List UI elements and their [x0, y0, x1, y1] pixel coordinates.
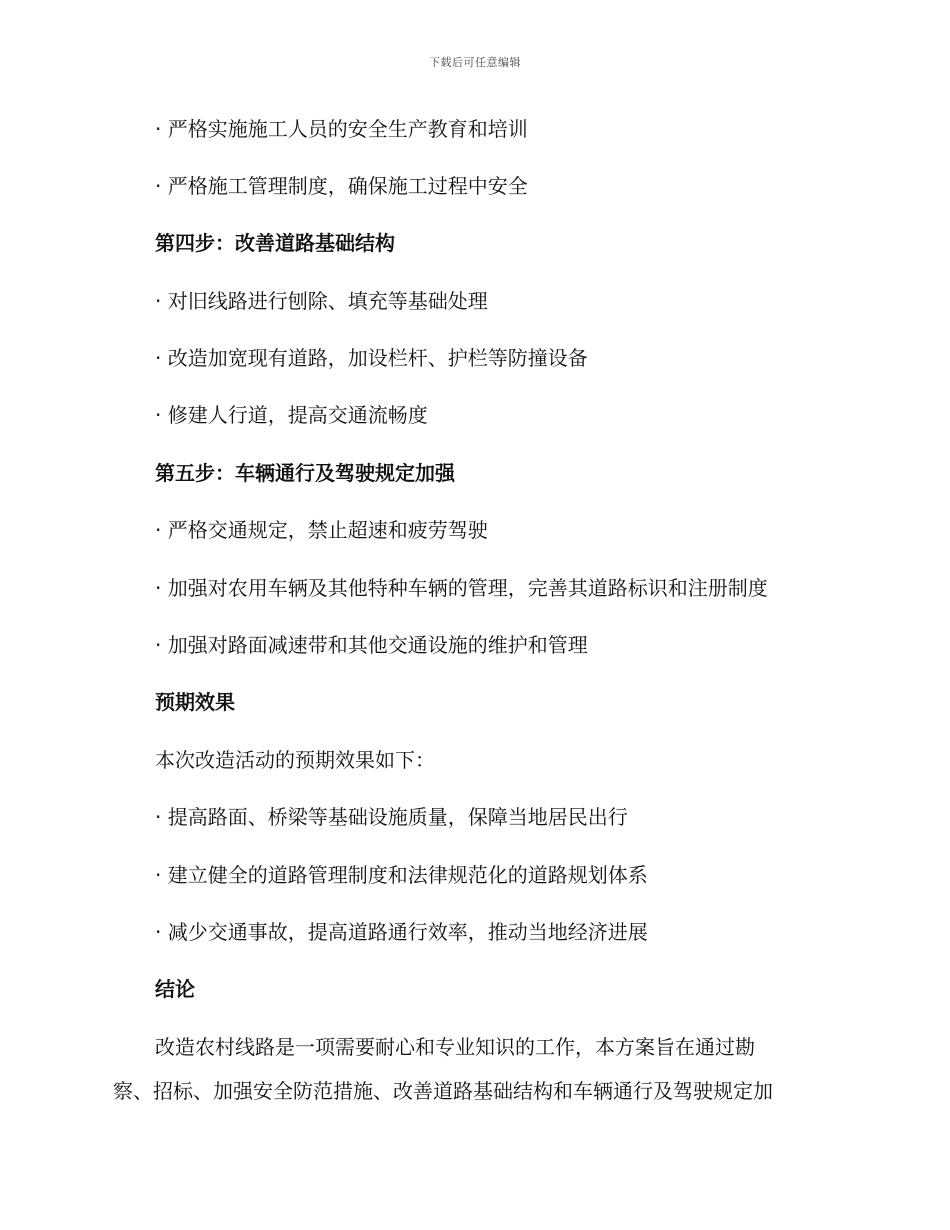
bullet-road-widening: · 改造加宽现有道路，加设栏杆、护栏等防撞设备	[155, 346, 588, 370]
bullet-construction-management: · 严格施工管理制度，确保施工过程中安全	[155, 174, 528, 198]
section-heading-conclusion: 结论	[155, 977, 195, 1001]
conclusion-paragraph-line-1: 改造农村线路是一项需要耐心和专业知识的工作，本方案旨在通过勘	[155, 1035, 755, 1059]
section-heading-step4: 第四步：改善道路基础结构	[155, 231, 395, 255]
bullet-reduce-accidents: · 减少交通事故，提高道路通行效率，推动当地经济进展	[155, 920, 648, 944]
conclusion-paragraph-line-2: 察、招标、加强安全防范措施、改善道路基础结构和车辆通行及驾驶规定加	[113, 1079, 773, 1103]
bullet-old-line-treatment: · 对旧线路进行刨除、填充等基础处理	[155, 289, 488, 313]
bullet-sidewalk: · 修建人行道，提高交通流畅度	[155, 403, 428, 427]
section-heading-expected-effects: 预期效果	[155, 690, 235, 714]
section-heading-step5: 第五步：车辆通行及驾驶规定加强	[155, 461, 455, 485]
bullet-management-system: · 建立健全的道路管理制度和法律规范化的道路规划体系	[155, 863, 648, 887]
bullet-facility-maintenance: · 加强对路面减速带和其他交通设施的维护和管理	[155, 633, 588, 657]
page-header: 下载后可任意编辑	[429, 56, 521, 69]
bullet-traffic-rules: · 严格交通规定，禁止超速和疲劳驾驶	[155, 518, 488, 542]
paragraph-intro: 本次改造活动的预期效果如下：	[155, 748, 435, 772]
bullet-safety-training: · 严格实施施工人员的安全生产教育和培训	[155, 117, 528, 141]
bullet-vehicle-management: · 加强对农用车辆及其他特种车辆的管理，完善其道路标识和注册制度	[155, 576, 768, 600]
bullet-infrastructure-quality: · 提高路面、桥梁等基础设施质量，保障当地居民出行	[155, 805, 628, 829]
